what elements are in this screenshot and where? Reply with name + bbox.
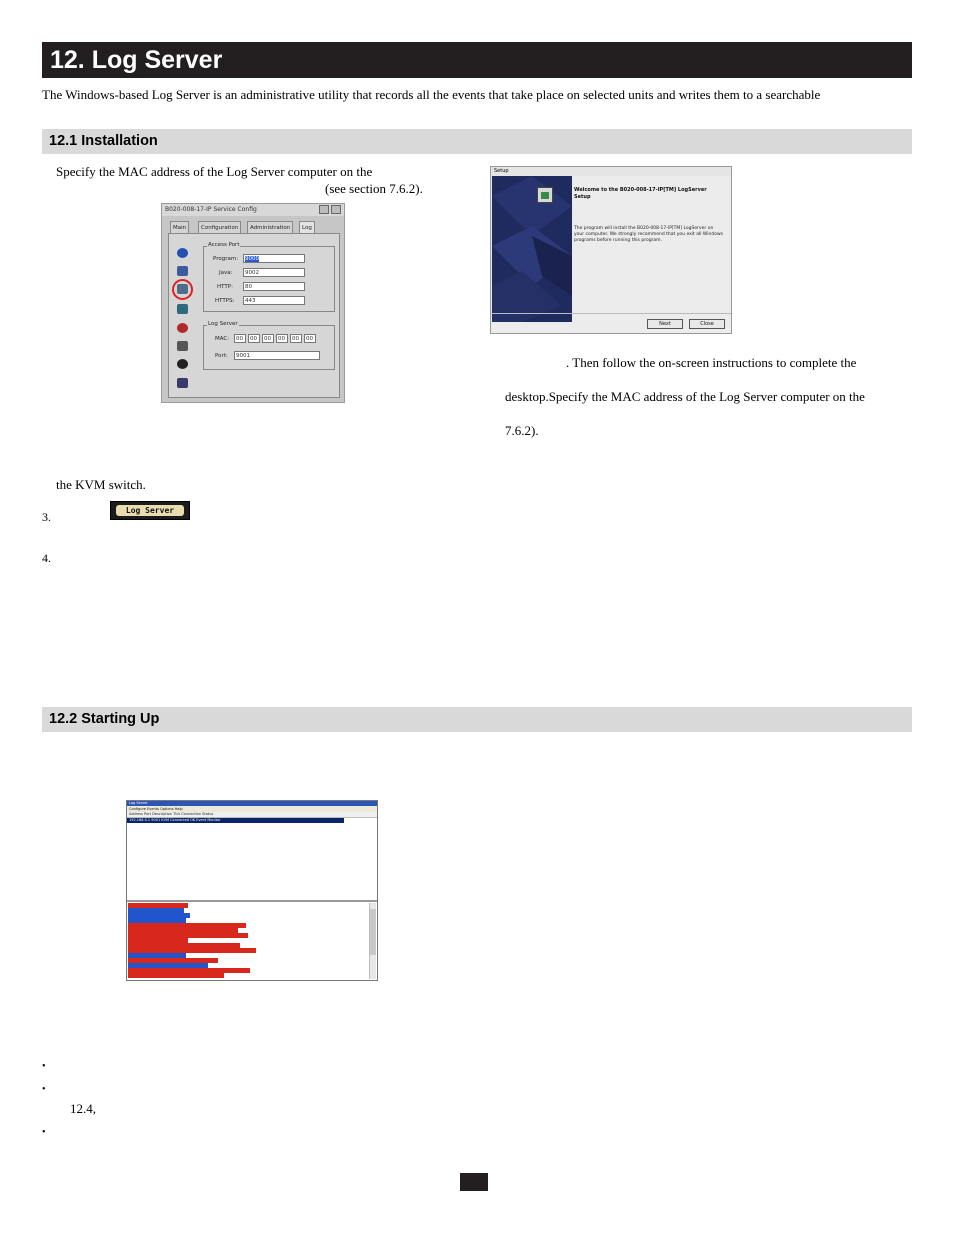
tab-configuration[interactable]: Configuration bbox=[198, 221, 241, 233]
chapter-title: 12. Log Server bbox=[50, 46, 223, 74]
tab-main[interactable]: Main bbox=[170, 221, 189, 233]
section-starting-bar bbox=[42, 707, 912, 732]
http-port-input[interactable]: 80 bbox=[243, 282, 305, 291]
right-text-line3: 7.6.2). bbox=[505, 423, 539, 438]
info-icon[interactable] bbox=[177, 248, 188, 258]
log-server-window-title: Log Server bbox=[129, 801, 148, 805]
log-server-button-label: Log Server bbox=[116, 505, 184, 516]
setup-title: Setup bbox=[494, 168, 509, 174]
setup-pattern-graphic bbox=[492, 176, 572, 322]
mac-octet-5[interactable]: 00 bbox=[290, 334, 302, 343]
java-label: Java: bbox=[219, 270, 233, 276]
step1-text-line1: Specify the MAC address of the Log Server computer on the bbox=[56, 164, 373, 179]
lock-icon[interactable] bbox=[177, 341, 188, 351]
chapter-heading-bar bbox=[42, 42, 912, 78]
setup-divider bbox=[491, 313, 731, 314]
log-server-columns: Address Port Description Tick Connection Status bbox=[129, 812, 214, 816]
mac-octet-4[interactable]: 00 bbox=[276, 334, 288, 343]
http-label: HTTP: bbox=[217, 284, 233, 290]
right-text-line1: . Then follow the on-screen instructions to complete the bbox=[566, 355, 857, 370]
log-port-input[interactable]: 9001 bbox=[234, 351, 320, 360]
log-server-row-text: 192.168.0.1 9001 KVM Connected OK Event Monitor bbox=[129, 818, 221, 822]
log-line bbox=[128, 973, 224, 978]
tab-log[interactable]: Log bbox=[299, 221, 315, 233]
section-installation-title: 12.1 Installation bbox=[49, 133, 158, 149]
https-label: HTTPS: bbox=[215, 298, 235, 304]
setup-dialog bbox=[490, 166, 732, 334]
step1-text-line2: (see section 7.6.2). bbox=[325, 181, 423, 196]
https-port-input[interactable]: 443 bbox=[243, 296, 305, 305]
program-label: Program: bbox=[213, 256, 239, 262]
setup-install-icon bbox=[537, 187, 553, 203]
gear-icon[interactable] bbox=[177, 359, 188, 369]
log-server-group bbox=[203, 325, 335, 370]
mac-octet-6[interactable]: 00 bbox=[304, 334, 316, 343]
access-port-label: Access Port bbox=[208, 242, 240, 248]
bullet-2-continuation: 12.4, bbox=[70, 1101, 96, 1116]
users-icon[interactable] bbox=[177, 266, 188, 276]
step4-number: 4. bbox=[42, 551, 51, 565]
service-config-titlebar bbox=[162, 204, 344, 216]
close-icon[interactable] bbox=[331, 205, 341, 214]
section-installation-bar bbox=[42, 129, 912, 154]
bullet-1: • bbox=[42, 1061, 46, 1072]
log-server-group-label: Log Server bbox=[208, 321, 238, 327]
service-config-dialog bbox=[161, 203, 345, 403]
port-label: Port: bbox=[215, 353, 228, 359]
mac-octet-1[interactable]: 00 bbox=[234, 334, 246, 343]
section-starting-title: 12.2 Starting Up bbox=[49, 711, 160, 727]
devices-icon[interactable] bbox=[177, 304, 188, 314]
user-admin-icon[interactable] bbox=[177, 323, 188, 333]
program-port-input[interactable] bbox=[243, 254, 305, 263]
java-port-input[interactable]: 9002 bbox=[243, 268, 305, 277]
close-button[interactable]: Close bbox=[689, 319, 725, 329]
mac-octet-2[interactable]: 00 bbox=[248, 334, 260, 343]
setup-titlebar bbox=[491, 167, 731, 176]
tab-administration[interactable]: Administration bbox=[247, 221, 293, 233]
next-button[interactable]: Next bbox=[647, 319, 683, 329]
setup-heading: Welcome to the B020-008-17-IP[TM] LogServer Setup bbox=[574, 187, 707, 200]
bullet-2: • bbox=[42, 1084, 46, 1095]
service-config-panel bbox=[168, 233, 340, 398]
bullet-3: • bbox=[42, 1127, 46, 1138]
right-text-line2: desktop.Specify the MAC address of the Log Server computer on the bbox=[505, 389, 865, 404]
event-log-pane bbox=[127, 900, 377, 980]
log-server-menu-items[interactable]: Configure Events Options Help bbox=[129, 807, 183, 811]
scrollbar-thumb[interactable] bbox=[370, 909, 376, 955]
log-server-button-graphic bbox=[110, 501, 190, 520]
help-icon[interactable] bbox=[319, 205, 329, 214]
service-config-title: B020-008-17-IP Service Config bbox=[165, 206, 257, 213]
mac-label: MAC: bbox=[215, 336, 230, 342]
log-server-window bbox=[126, 800, 378, 981]
monitor-icon[interactable] bbox=[177, 378, 188, 388]
step3-number: 3. bbox=[42, 510, 51, 524]
setup-body-text: The program will install the B020-008-17-IP[TM] LogServer on your computer. We strongly recommend that you exit all Windows programs before running this program. bbox=[574, 226, 724, 243]
log-server-selected-row[interactable] bbox=[127, 818, 344, 823]
network-icon[interactable] bbox=[177, 284, 188, 294]
program-port-value: 9000 bbox=[245, 256, 259, 262]
mac-octet-3[interactable]: 00 bbox=[262, 334, 274, 343]
page-number-tab bbox=[460, 1173, 488, 1191]
event-log-scrollbar[interactable] bbox=[369, 903, 376, 979]
intro-paragraph: The Windows-based Log Server is an administrative utility that records all the events that take place on selected units and writes them to a searchable bbox=[42, 87, 821, 102]
kvm-switch-text: the KVM switch. bbox=[56, 477, 146, 492]
setup-side-graphic bbox=[492, 176, 572, 322]
